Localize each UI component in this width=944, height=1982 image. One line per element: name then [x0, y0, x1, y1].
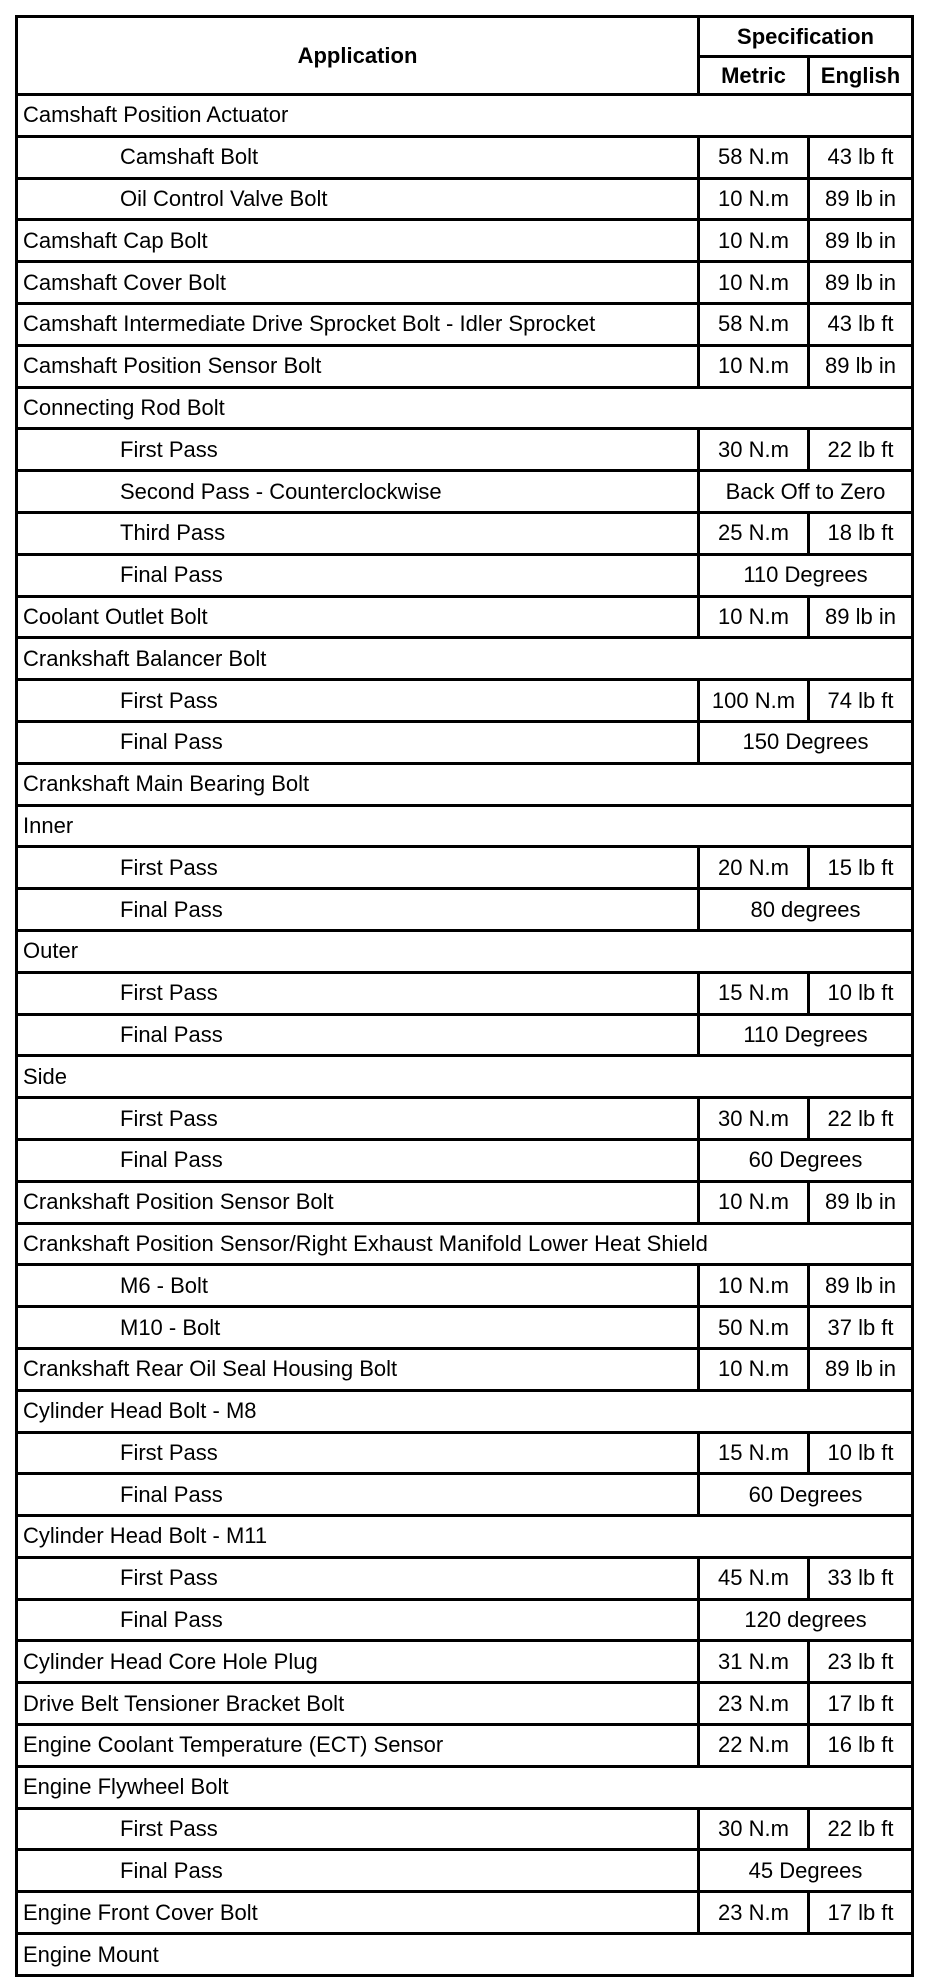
table-row: [17, 1599, 913, 1641]
application-cell: Camshaft Position Sensor Bolt: [17, 345, 699, 387]
metric-cell: 30 N.m: [699, 1098, 809, 1140]
header-row: [17, 17, 913, 57]
spec-cell: 120 degrees: [699, 1599, 913, 1641]
table-row: [17, 972, 913, 1014]
table-row: [17, 1139, 913, 1181]
metric-cell: 10 N.m: [699, 1265, 809, 1307]
application-cell: First Pass: [17, 972, 699, 1014]
metric-cell: 58 N.m: [699, 136, 809, 178]
metric-cell: 15 N.m: [699, 972, 809, 1014]
spec-cell: 45 Degrees: [699, 1850, 913, 1892]
english-cell: 22 lb ft: [809, 1808, 913, 1850]
table-row: [17, 1223, 913, 1265]
application-cell: First Pass: [17, 1557, 699, 1599]
application-cell: Second Pass - Counterclockwise: [17, 471, 699, 513]
application-cell: Camshaft Position Actuator: [17, 95, 913, 137]
spec-cell: 110 Degrees: [699, 554, 913, 596]
application-cell: Inner: [17, 805, 913, 847]
table-row: [17, 763, 913, 805]
application-cell: First Pass: [17, 429, 699, 471]
english-cell: 89 lb in: [809, 1265, 913, 1307]
metric-cell: 10 N.m: [699, 262, 809, 304]
metric-cell: 10 N.m: [699, 178, 809, 220]
table-row: [17, 889, 913, 931]
english-cell: 89 lb in: [809, 262, 913, 304]
table-row: [17, 1056, 913, 1098]
english-cell: 16 lb ft: [809, 1725, 913, 1767]
table-row: [17, 1348, 913, 1390]
table-row: [17, 1892, 913, 1934]
metric-cell: 31 N.m: [699, 1641, 809, 1683]
application-cell: Final Pass: [17, 889, 699, 931]
table-row: [17, 1181, 913, 1223]
specification-header: Specification: [699, 17, 913, 57]
metric-header: Metric: [699, 57, 809, 95]
metric-cell: 23 N.m: [699, 1683, 809, 1725]
application-cell: Final Pass: [17, 1474, 699, 1516]
application-cell: Drive Belt Tensioner Bracket Bolt: [17, 1683, 699, 1725]
table-row: [17, 303, 913, 345]
application-cell: First Pass: [17, 1808, 699, 1850]
table-row: [17, 1683, 913, 1725]
application-cell: Cylinder Head Core Hole Plug: [17, 1641, 699, 1683]
spec-cell: 110 Degrees: [699, 1014, 913, 1056]
application-cell: Crankshaft Position Sensor Bolt: [17, 1181, 699, 1223]
application-cell: Crankshaft Balancer Bolt: [17, 638, 913, 680]
metric-cell: 10 N.m: [699, 1181, 809, 1223]
english-cell: 89 lb in: [809, 1181, 913, 1223]
application-cell: Cylinder Head Bolt - M11: [17, 1516, 913, 1558]
english-cell: 89 lb in: [809, 1348, 913, 1390]
metric-cell: 30 N.m: [699, 1808, 809, 1850]
metric-cell: 10 N.m: [699, 1348, 809, 1390]
table-row: [17, 1474, 913, 1516]
table-row: [17, 1516, 913, 1558]
application-cell: Final Pass: [17, 1850, 699, 1892]
metric-cell: 20 N.m: [699, 847, 809, 889]
english-cell: 18 lb ft: [809, 512, 913, 554]
english-cell: 17 lb ft: [809, 1683, 913, 1725]
torque-spec-table: [15, 15, 914, 1977]
application-cell: Outer: [17, 930, 913, 972]
metric-cell: 50 N.m: [699, 1307, 809, 1349]
application-cell: Engine Mount: [17, 1934, 913, 1976]
english-cell: 15 lb ft: [809, 847, 913, 889]
metric-cell: 100 N.m: [699, 680, 809, 722]
table-row: [17, 1014, 913, 1056]
application-cell: First Pass: [17, 1432, 699, 1474]
application-cell: Engine Front Cover Bolt: [17, 1892, 699, 1934]
table-row: [17, 1390, 913, 1432]
application-cell: Final Pass: [17, 1014, 699, 1056]
english-cell: 10 lb ft: [809, 1432, 913, 1474]
table-row: [17, 471, 913, 513]
metric-cell: 15 N.m: [699, 1432, 809, 1474]
application-cell: First Pass: [17, 680, 699, 722]
metric-cell: 10 N.m: [699, 345, 809, 387]
english-cell: 10 lb ft: [809, 972, 913, 1014]
application-cell: Final Pass: [17, 554, 699, 596]
table-row: [17, 220, 913, 262]
application-cell: Side: [17, 1056, 913, 1098]
application-cell: Connecting Rod Bolt: [17, 387, 913, 429]
table-row: [17, 554, 913, 596]
application-cell: First Pass: [17, 1098, 699, 1140]
table-row: [17, 1934, 913, 1976]
application-cell: Engine Coolant Temperature (ECT) Sensor: [17, 1725, 699, 1767]
metric-cell: 10 N.m: [699, 596, 809, 638]
table-row: [17, 95, 913, 137]
application-cell: Engine Flywheel Bolt: [17, 1766, 913, 1808]
metric-cell: 30 N.m: [699, 429, 809, 471]
english-cell: 37 lb ft: [809, 1307, 913, 1349]
spec-cell: 60 Degrees: [699, 1139, 913, 1181]
application-header: Application: [17, 17, 699, 95]
application-cell: Oil Control Valve Bolt: [17, 178, 699, 220]
table-row: [17, 345, 913, 387]
table-row: [17, 178, 913, 220]
table-row: [17, 1098, 913, 1140]
table-row: [17, 1850, 913, 1892]
application-cell: Camshaft Cap Bolt: [17, 220, 699, 262]
english-cell: 23 lb ft: [809, 1641, 913, 1683]
application-cell: M6 - Bolt: [17, 1265, 699, 1307]
table-row: [17, 1557, 913, 1599]
spec-cell: Back Off to Zero: [699, 471, 913, 513]
table-row: [17, 1766, 913, 1808]
table-row: [17, 847, 913, 889]
application-cell: Final Pass: [17, 1599, 699, 1641]
table-row: [17, 1265, 913, 1307]
english-cell: 74 lb ft: [809, 680, 913, 722]
table-row: [17, 805, 913, 847]
application-cell: Crankshaft Main Bearing Bolt: [17, 763, 913, 805]
english-cell: 22 lb ft: [809, 429, 913, 471]
metric-cell: 23 N.m: [699, 1892, 809, 1934]
english-cell: 43 lb ft: [809, 136, 913, 178]
english-cell: 17 lb ft: [809, 1892, 913, 1934]
table-row: [17, 387, 913, 429]
metric-cell: 25 N.m: [699, 512, 809, 554]
spec-cell: 80 degrees: [699, 889, 913, 931]
english-cell: 89 lb in: [809, 345, 913, 387]
table-row: [17, 1432, 913, 1474]
english-cell: 89 lb in: [809, 178, 913, 220]
table-row: [17, 596, 913, 638]
application-cell: Crankshaft Rear Oil Seal Housing Bolt: [17, 1348, 699, 1390]
metric-cell: 45 N.m: [699, 1557, 809, 1599]
table-row: [17, 1307, 913, 1349]
spec-cell: 60 Degrees: [699, 1474, 913, 1516]
table-body: [17, 95, 913, 1976]
table-row: [17, 136, 913, 178]
application-cell: Final Pass: [17, 1139, 699, 1181]
table-row: [17, 930, 913, 972]
table-row: [17, 1725, 913, 1767]
application-cell: Final Pass: [17, 721, 699, 763]
table-row: [17, 721, 913, 763]
english-header: English: [809, 57, 913, 95]
application-cell: Crankshaft Position Sensor/Right Exhaust Manifold Lower Heat Shield: [17, 1223, 913, 1265]
table-row: [17, 638, 913, 680]
english-cell: 89 lb in: [809, 220, 913, 262]
application-cell: Cylinder Head Bolt - M8: [17, 1390, 913, 1432]
application-cell: Coolant Outlet Bolt: [17, 596, 699, 638]
application-cell: Camshaft Intermediate Drive Sprocket Bolt - Idler Sprocket: [17, 303, 699, 345]
table-row: [17, 429, 913, 471]
table-row: [17, 680, 913, 722]
application-cell: Third Pass: [17, 512, 699, 554]
metric-cell: 10 N.m: [699, 220, 809, 262]
application-cell: Camshaft Bolt: [17, 136, 699, 178]
table-row: [17, 1808, 913, 1850]
application-cell: M10 - Bolt: [17, 1307, 699, 1349]
application-cell: Camshaft Cover Bolt: [17, 262, 699, 304]
metric-cell: 58 N.m: [699, 303, 809, 345]
english-cell: 43 lb ft: [809, 303, 913, 345]
metric-cell: 22 N.m: [699, 1725, 809, 1767]
application-cell: First Pass: [17, 847, 699, 889]
table-row: [17, 262, 913, 304]
table-row: [17, 1641, 913, 1683]
table-row: [17, 512, 913, 554]
english-cell: 33 lb ft: [809, 1557, 913, 1599]
english-cell: 89 lb in: [809, 596, 913, 638]
english-cell: 22 lb ft: [809, 1098, 913, 1140]
spec-cell: 150 Degrees: [699, 721, 913, 763]
